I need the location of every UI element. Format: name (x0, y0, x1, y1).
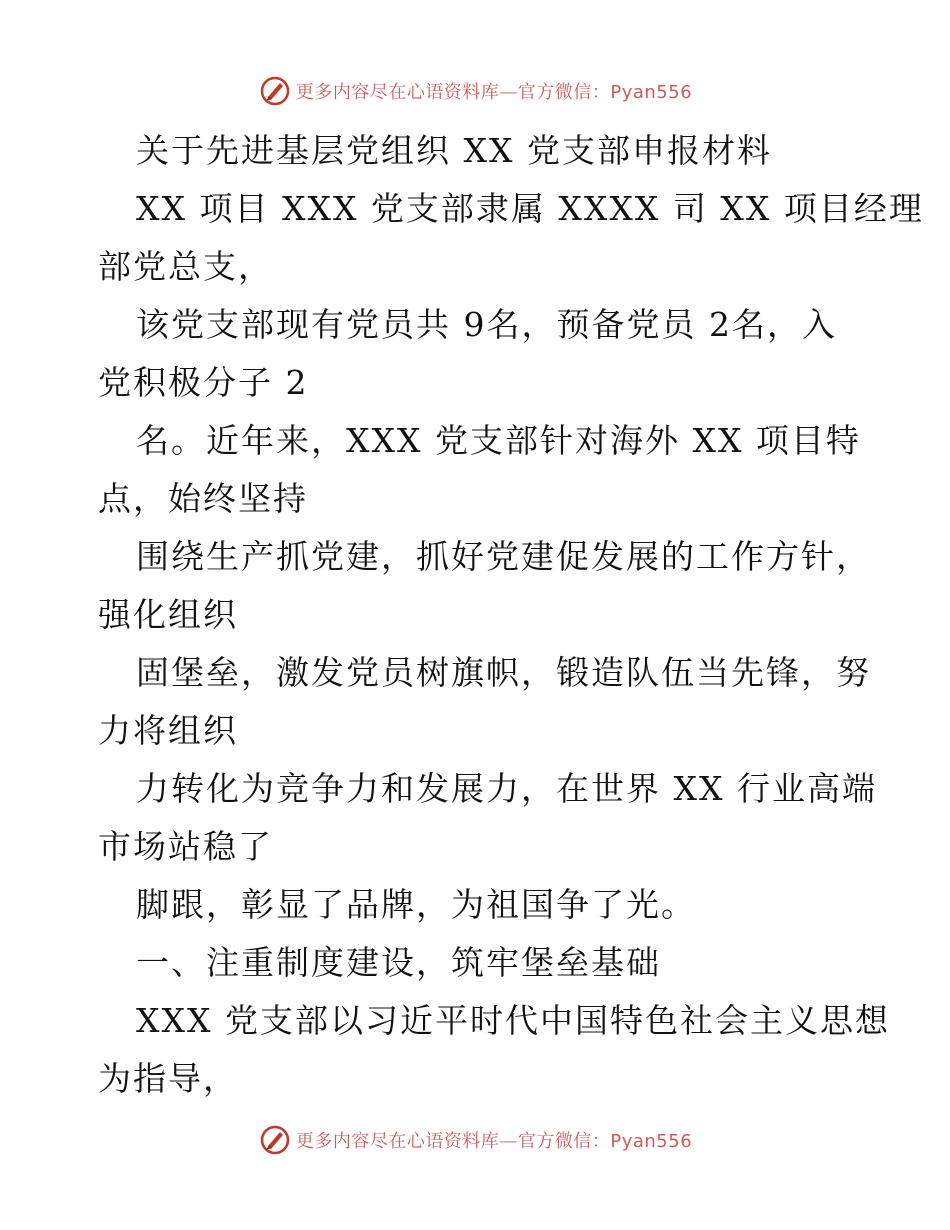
section-heading: 一、注重制度建设，筑牢堡垒基础 (136, 943, 661, 982)
watermark-wechat-label: 官方微信： (517, 1131, 611, 1152)
paragraph-line: 脚跟，彰显了品牌，为祖国争了光。 (136, 885, 696, 924)
brand-logo-icon (258, 74, 292, 108)
paragraph-line: 为指导， (98, 1059, 238, 1098)
paragraph-line: 强化组织 (98, 595, 238, 634)
paragraph-line: 围绕生产抓党建，抓好党建促发展的工作方针， (136, 537, 871, 576)
paragraph-line: 力转化为竞争力和发展力，在世界 XX 行业高端 (136, 769, 877, 808)
paragraph-line: 固堡垒，激发党员树旗帜，锻造队伍当先锋，努 (136, 653, 871, 692)
paragraph-line: 名。近年来，XXX 党支部针对海外 XX 项目特 (136, 421, 861, 460)
paragraph-line: 市场站稳了 (98, 827, 273, 866)
footer-watermark (0, 1120, 950, 1160)
watermark-text (296, 78, 692, 104)
watermark-wechat-id: Pyan556 (610, 1131, 693, 1152)
document-body (98, 122, 924, 1108)
watermark-separator: — (499, 1131, 518, 1152)
paragraph-line: 力将组织 (98, 711, 238, 750)
paragraph-line: XX 项目 XXX 党支部隶属 XXXX 司 XX 项目经理 (136, 189, 924, 228)
header-watermark (0, 71, 950, 111)
brand-logo-icon (258, 1123, 292, 1157)
paragraph-line: 该党支部现有党员共 9名，预备党员 2名，入 (136, 305, 837, 344)
watermark-wechat-label: 官方微信： (517, 82, 611, 103)
watermark-site-text: 更多内容尽在心语资料库 (295, 82, 500, 103)
paragraph-line: 部党总支， (98, 247, 273, 286)
watermark-separator: — (499, 82, 518, 103)
watermark-wechat-id: Pyan556 (610, 82, 693, 103)
paragraph-line: XXX 党支部以习近平时代中国特色社会主义思想 (136, 1001, 890, 1040)
paragraph-line: 点，始终坚持 (98, 479, 308, 518)
watermark-site-text: 更多内容尽在心语资料库 (295, 1131, 500, 1152)
watermark-text (296, 1127, 692, 1153)
paragraph-line: 党积极分子 2 (98, 363, 309, 402)
document-title: 关于先进基层党组织 XX 党支部申报材料 (136, 131, 772, 170)
